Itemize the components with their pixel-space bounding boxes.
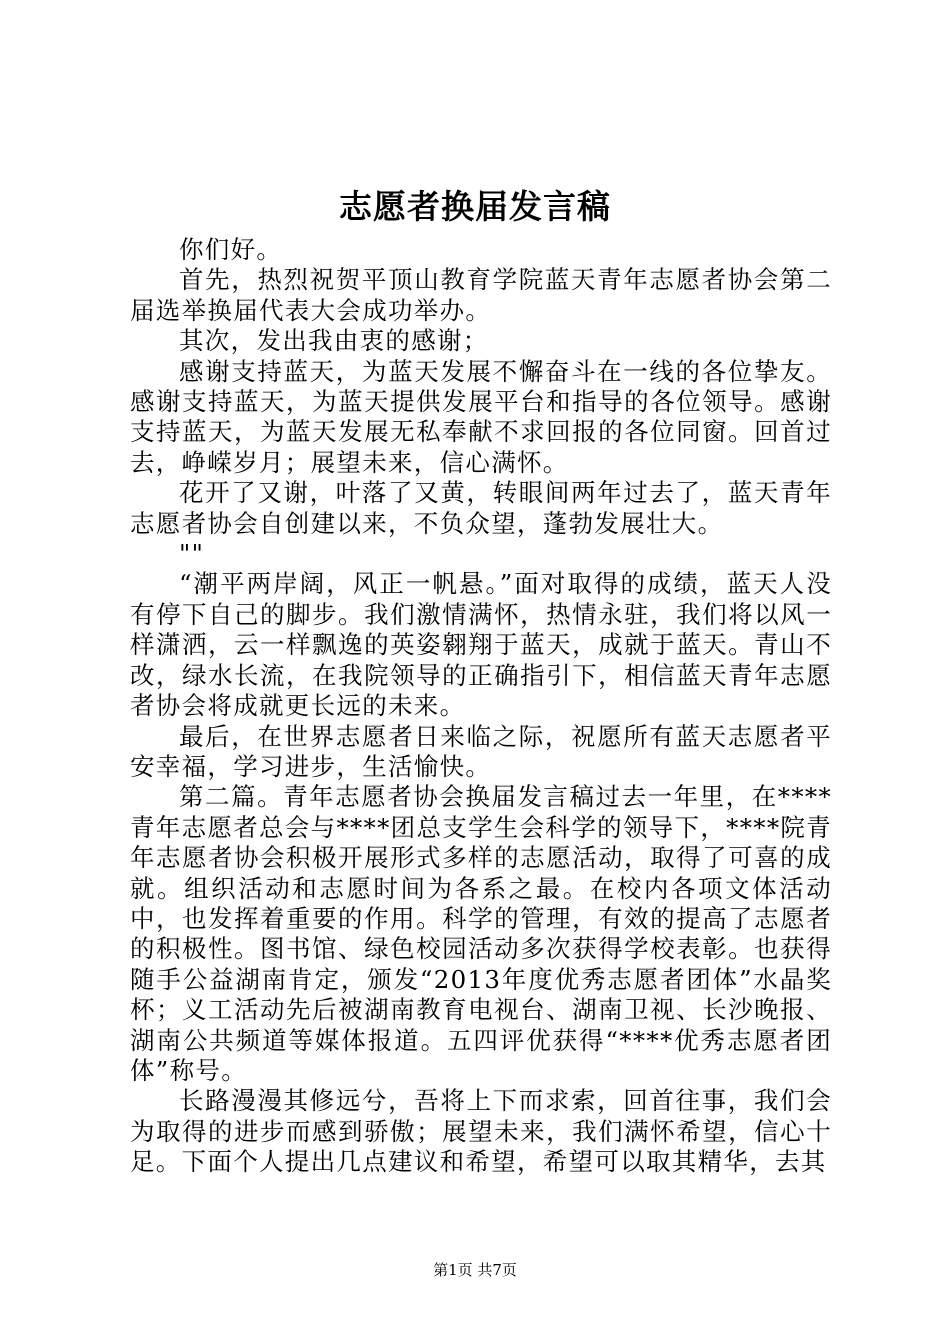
page-number: 第1页 共7页 (433, 1261, 517, 1279)
paragraph: 你们好。 (179, 235, 283, 264)
paragraph: "" (179, 539, 205, 569)
paragraph: “潮平两岸阔，风正一帆悬。”面对取得的成绩，蓝天人没有停下自己的脚步。我们激情满怀，热情永驻，我们将以风一样潇洒，云一样飘逸的英姿翱翔于蓝天，成就于蓝天。青山不改，绿水长流，在我院领导的正确指引下，相信蓝天青年志愿者协会将成就更长远的未来。 (130, 569, 832, 721)
paragraph: 首先，热烈祝贺平顶山教育学院蓝天青年志愿者协会第二届选举换届代表大会成功举办。 (130, 265, 832, 325)
paragraph: 其次，发出我由衷的感谢； (179, 326, 489, 356)
paragraph: 第二篇。青年志愿者协会换届发言稿过去一年里，在****青年志愿者总会与****团总支学生会科学的领导下，****院青年志愿者协会积极开展形式多样的志愿活动，取得了可喜的成就。组织活动和志愿时间为各系之最。在校内各项文体活动中，也发挥着重要的作用。科学的管理，有效的提高了志愿者的积极性。图书馆、绿色校园活动多次获得学校表彰。也获得随手公益湖南肯定，颁发“2013年度优秀志愿者团体”水晶奖杯；义工活动先后被湖南教育电视台、湖南卫视、长沙晚报、湖南公共频道等媒体报道。五四评优获得“****优秀志愿者团体”称号。 (130, 782, 832, 1085)
document-title: 志愿者换届发言稿 (339, 187, 611, 226)
paragraph: 最后，在世界志愿者日来临之际，祝愿所有蓝天志愿者平安幸福，学习进步，生活愉快。 (130, 721, 832, 781)
paragraph: 花开了又谢，叶落了又黄，转眼间两年过去了，蓝天青年志愿者协会自创建以来，不负众望，蓬勃发展壮大。 (130, 478, 832, 538)
paragraph: 感谢支持蓝天，为蓝天发展不懈奋斗在一线的各位挚友。感谢支持蓝天，为蓝天提供发展平台和指导的各位领导。感谢支持蓝天，为蓝天发展无私奉献不求回报的各位同窗。回首过去，峥嵘岁月；展望未来，信心满怀。 (130, 356, 832, 477)
document-body (130, 235, 832, 1178)
paragraph: 长路漫漫其修远兮，吾将上下而求索，回首往事，我们会为取得的进步而感到骄傲；展望未来，我们满怀希望，信心十足。下面个人提出几点建议和希望，希望可以取其精华，去其 (130, 1086, 832, 1177)
